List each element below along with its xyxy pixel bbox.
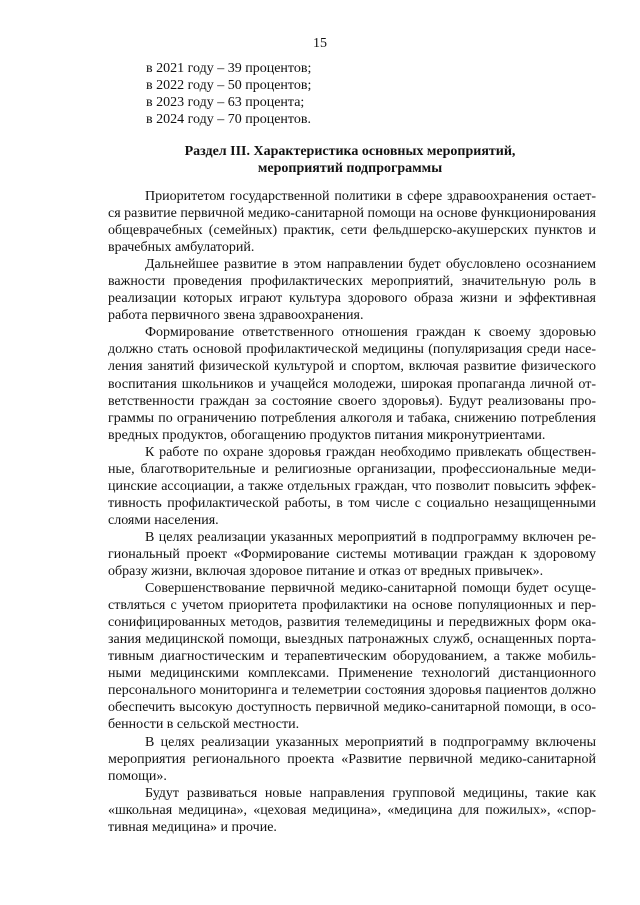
- section-title: [100, 143, 600, 177]
- section-title-line2: мероприятий подпрограммы: [257, 161, 443, 176]
- paragraph: В целях реализации указанных мероприятий в подпрограмму включен региональный проект «Формирование системы мотивации граждан к здоровому образу жизни, включая здоровое питание и отказ от вредных привычек».: [108, 529, 596, 580]
- page-number: 15: [313, 36, 327, 51]
- paragraph: Приоритетом государственной политики в сфере здравоохранения остается развитие первичной медико-санитарной помощи на основе функционирования общеврачебных (семейных) практик, сети фельдшерско-акушерских пунктов и врачебных амбулаторий.: [108, 189, 596, 256]
- list-item: в 2021 году – 39 процентов;: [146, 61, 312, 76]
- paragraph: Формирование ответственного отношения граждан к своему здоровью должно стать основой профилактической медицины (популяризация среди населения занятий физической культурой и спортом, включая развитие физического воспитания школьников и учащейся молодежи, широкая пропаганда личной ответственности граждан за состояние своего здоровья). Будут реализованы программы по ограничению потребления алкоголя и табака, снижению потребления вредных продуктов, обогащению продуктов питания микронутриентами.: [108, 325, 596, 443]
- paragraph: К работе по охране здоровья граждан необходимо привлекать общественные, благотворительные и религиозные организации, профессиональные медицинские ассоциации, а также отдельных граждан, что позволит повысить эффективность профилактической работы, в том числе с социально незащищенными слоями населения.: [108, 444, 596, 528]
- list-item: в 2024 году – 70 процентов.: [146, 112, 311, 127]
- percent-list: [146, 60, 311, 128]
- list-item: в 2023 году – 63 процента;: [146, 95, 305, 110]
- section-title-line1: Раздел III. Характеристика основных мероприятий,: [184, 144, 516, 159]
- paragraph: Дальнейшее развитие в этом направлении будет обусловлено осознанием важности проведения профилактических мероприятий, значительную роль в реализации которых играют культура здорового образа жизни и эффективная работа первичного звена здравоохранения.: [108, 257, 596, 324]
- paragraph: В целях реализации указанных мероприятий в подпрограмму включены мероприятия регионального проекта «Развитие первичной медико-санитарной помощи».: [108, 734, 596, 784]
- paragraph: Будут развиваться новые направления групповой медицины, такие как «школьная медицина», «цеховая медицина», «медицина для пожилых», «спортивная медицина» и прочие.: [108, 785, 596, 835]
- list-item: в 2022 году – 50 процентов;: [146, 78, 312, 93]
- paragraph: Совершенствование первичной медико-санитарной помощи будет осуществляться с учетом приоритета профилактики на основе популяционных и персонифицированных методов, развития телемедицины и передвижных форм оказания медицинской помощи, выездных патронажных служб, оснащенных портативным диагностическим и терапевтическим оборудованием, а также мобильными медицинскими комплексами. Применение технологий дистанционного персонального мониторинга и телеметрии состояния здоровья пациентов должно обеспечить высокую доступность первичной медико-санитарной помощи, в особенности в сельской местности.: [108, 581, 596, 733]
- body-text: [108, 188, 596, 836]
